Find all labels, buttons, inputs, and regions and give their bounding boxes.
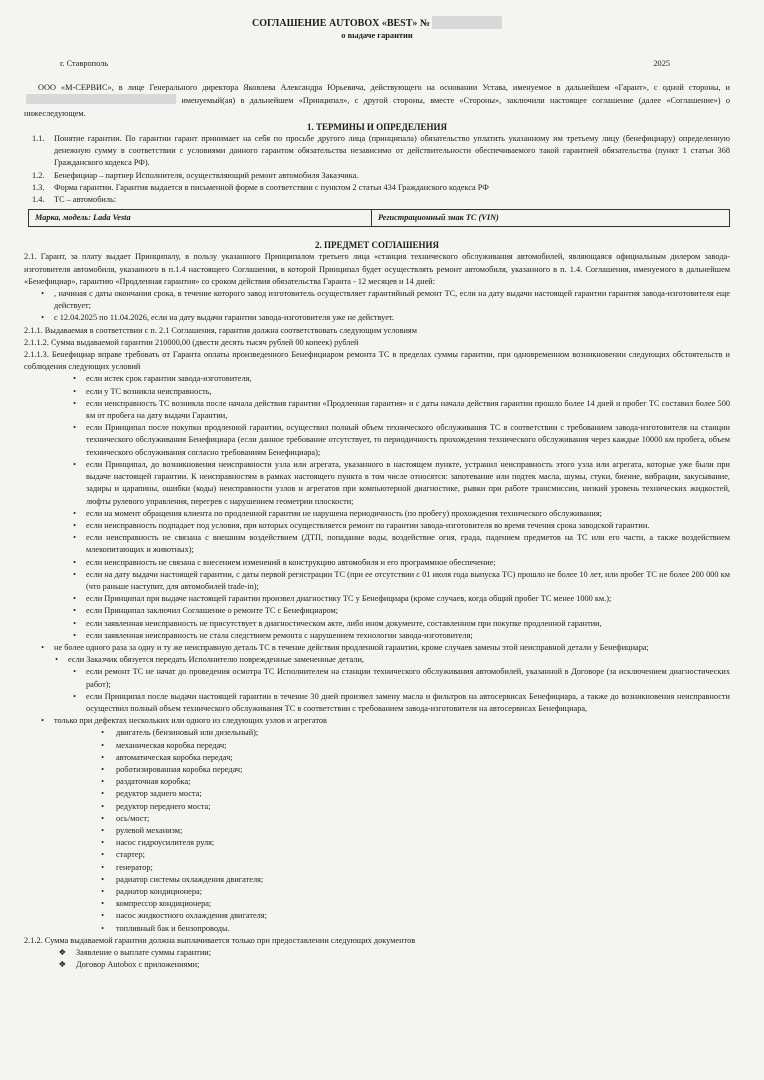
- bullet-dot-icon: •: [41, 313, 44, 323]
- bullet-dot-icon: •: [101, 862, 104, 872]
- vehicle-table: [28, 209, 730, 227]
- list-item: ❖ Договор Autobox с приложениями;: [24, 959, 730, 971]
- bullet-dot-icon: •: [73, 386, 76, 396]
- list-item: • рулевой механизм;: [24, 825, 730, 837]
- bullet-dot-icon: •: [73, 606, 76, 616]
- bullet-item: • если Принципал заключил Соглашение о ремонте ТС с Бенефициаром;: [24, 605, 730, 617]
- redacted-number: [432, 16, 502, 29]
- term-item: 1.3. Форма гарантии. Гарантия выдается в письменной форме в соответствии с пунктом 2 статьи 434 Гражданского кодекса РФ: [32, 182, 489, 192]
- bullet-dot-icon: •: [101, 911, 104, 921]
- bullet-dot-icon: •: [101, 728, 104, 738]
- list-item: • насос гидроусилителя руля;: [24, 837, 730, 849]
- term-item: 1.2. Бенефициар – партнер Исполнителя, осуществляющий ремонт автомобиля Заказчика.: [32, 170, 359, 180]
- section2-title: 2. ПРЕДМЕТ СОГЛАШЕНИЯ: [315, 240, 439, 251]
- bullet-item: • если заявленная неисправность не присутствует в диагностическом акте, либо ином документе, составленном при покупке продленной гарантии,: [24, 618, 730, 630]
- bullet-item: • если Принципал, до возникновения неисправности узла или агрегата, указанного в настоящем пункте, устранил неисправность этого узла или агрегата, которые уже были при выдаче настоящей гарантии. К неисправностям в рамках настоящего пункта в том числе относятся: запотевание или подтек масла, шумы, стуки, биение, вибрации, закусывание, задиры и царапины, ошибки (коды) неисправности узлов и агрегатов при компьютерной диагностике, рывки при работе трансмиссии, низкий уровень технических жидкостей, люфты рулевого управления, перегрев с нарушением геометрии плоскости;: [24, 459, 730, 508]
- vehicle-model-cell: Марка, модель: Lada Vesta: [29, 210, 372, 226]
- bullet-dot-icon: •: [41, 716, 44, 726]
- conditions-list: [24, 373, 730, 641]
- bullet-dot-icon: •: [73, 618, 76, 628]
- city: г. Ставрополь: [60, 59, 109, 68]
- redacted-principal-name: [26, 94, 176, 104]
- bullet-dot-icon: •: [73, 533, 76, 543]
- bullet-dot-icon: •: [73, 520, 76, 530]
- bullet-dot-icon: •: [73, 423, 76, 433]
- clause-2-1-1-3: 2.1.1.3. Бенефициар вправе требовать от Гаранта оплаты произведенного Бенефициаром ремонта ТС в пределах суммы гарантии, при одновременном возникновении следующих обстоятельств и соблюдения следующих условий: [24, 350, 730, 372]
- bullet-dot-icon: •: [101, 789, 104, 799]
- bullet-item: • если неисправность ТС возникла после начала действия гарантии «Продленная гарантия» и с даты начала действия гарантии прошло более 14 дней и пробег ТС составил более 500 км от пробега на дату выдачи Гарантии,: [24, 398, 730, 422]
- list-item: • компрессор кондиционера;: [24, 898, 730, 910]
- bullet-dot-icon: •: [101, 923, 104, 933]
- list-item: • топливный бак и бензопроводы.: [24, 923, 730, 935]
- clause-2-1-1-2: 2.1.1.2. Сумма выдаваемой гарантии 210000,00 (двести десять тысяч рублей 00 копеек) рублей: [24, 337, 359, 347]
- list-item: ❖ Заявление о выплате суммы гарантии;: [24, 947, 730, 959]
- place-date-row: [60, 58, 670, 70]
- list-item: • редуктор заднего моста;: [24, 788, 730, 800]
- year: 2025: [653, 59, 670, 68]
- list-item: • роботизированная коробка передач;: [24, 764, 730, 776]
- units-list: [24, 727, 730, 934]
- bullet-item: • если Принципал при выдаче настоящей гарантии произвел диагностику ТС у Бенефициара (кроме случаев, когда общий пробег ТС менее 1000 км.);: [24, 593, 730, 605]
- bullet-dot-icon: •: [101, 825, 104, 835]
- clause-2-1: 2.1. Гарант, за плату выдает Принципалу, в пользу указанного Принципалом третьего лица «станция технического обслуживания автомобилей, являющаяся официальным дилером завода-изготовителя автомобиля, указанного в п.1.4 настоящего Соглашения, в которой Принципал будет осуществлять ремонт автомобиля, указанного в п. 1.4. Соглашения, именуемого в дальнейшем «Бенефициар», гарантию «Продленная гарантия» со сроком действия обязательства Гаранта - 12 месяцев и 14 дней:: [24, 252, 730, 286]
- term-item: 1.1. Понятие гарантии. По гарантии гарант принимает на себя по просьбе другого лица (принципала) обязательство уплатить указанному им третьему лицу (бенефициару) определенную денежную сумму в соответствии с условиями данного гарантом обязательства независимо от действительности обеспечиваемого такой гарантией обязательства (пункт 1 статьи 368 Гражданского кодекса РФ).: [32, 134, 730, 168]
- bullet-item: • не более одного раза за одну и ту же неисправную деталь ТС в течение действия продленной гарантии, кроме случаев замены этой неисправной детали у Бенефициара;: [24, 642, 730, 654]
- bullet-dot-icon: •: [101, 740, 104, 750]
- bullet-dot-icon: •: [73, 508, 76, 518]
- list-item: • насос жидкостного охлаждения двигателя;: [24, 910, 730, 922]
- bullet-dot-icon: •: [41, 642, 44, 652]
- conditions-list-b: [24, 666, 730, 715]
- term-item: 1.4. ТС – автомобиль:: [32, 195, 117, 205]
- bullet-item: • если у ТС возникла неисправность,: [24, 386, 730, 398]
- bullet-dot-icon: •: [101, 813, 104, 823]
- bullet-item: • если Принципал после выдачи настоящей гарантии в течение 30 дней произвел замену масла и фильтров на автосервисах Бенефициара, а также до возникновения неисправности осуществил полный объем технического обслуживания ТС в соответствии с требованием завода-изготовителя на автосервисах Бенефициара,: [24, 691, 730, 715]
- diamond-bullet-icon: ❖: [58, 948, 66, 958]
- bullet-dot-icon: •: [101, 838, 104, 848]
- vehicle-plate-cell: Регистрационный знак ТС (VIN): [378, 213, 499, 223]
- bullet-item: • с 12.04.2025 по 11.04.2026, если на дату выдачи гарантии завода-изготовителя уже не действует.: [24, 312, 730, 324]
- list-item: • механическая коробка передач;: [24, 740, 730, 752]
- list-item: • раздаточная коробка;: [24, 776, 730, 788]
- document-subtitle: о выдаче гарантии: [341, 31, 413, 40]
- bullet-dot-icon: •: [73, 557, 76, 567]
- list-item: • радиатор кондиционера;: [24, 886, 730, 898]
- bullet-dot-icon: •: [73, 374, 76, 384]
- bullet-dot-icon: •: [101, 887, 104, 896]
- document-title: СОГЛАШЕНИЕ AUTOBOX «BEST» №: [24, 16, 730, 30]
- bullet-item: • если на момент обращения клиента по продленной гарантии не нарушена периодичность (по пробегу) прохождения технического обслуживания;: [24, 508, 730, 520]
- clause-2-1-2: 2.1.2. Сумма выдаваемой гарантии должна выплачивается только при предоставлении следующих документов: [24, 935, 416, 945]
- diamond-bullet-icon: ❖: [58, 960, 66, 970]
- section1-title: 1. ТЕРМИНЫ И ОПРЕДЕЛЕНИЯ: [307, 121, 447, 132]
- bullet-dot-icon: •: [73, 569, 76, 579]
- bullet-item: • , начиная с даты окончания срока, в течение которого завод изготовитель осуществляет гарантийный ремонт ТС, если на дату выдачи настоящей гарантии гарантия завода-изготовителя еще действует;: [24, 288, 730, 312]
- bullet-dot-icon: •: [73, 459, 76, 469]
- bullet-dot-icon: •: [101, 777, 104, 787]
- list-item: • редуктор переднего моста;: [24, 801, 730, 813]
- documents-list: [24, 947, 730, 971]
- bullet-dot-icon: •: [101, 752, 104, 762]
- bullet-item: • только при дефектах нескольких или одного из следующих узлов и агрегатов: [24, 715, 730, 727]
- bullet-item: • если неисправность не связана с внешним воздействием (ДТП, попадание воды, воздействие огня, града, падением предметов на ТС или его части, а также воздействием млекопитающих и животных);: [24, 532, 730, 556]
- bullet-dot-icon: •: [41, 289, 44, 299]
- bullet-dot-icon: •: [73, 630, 76, 640]
- bullet-dot-icon: •: [73, 594, 76, 604]
- bullet-item: • если неисправность подпадает под условия, при которых осуществляется ремонт по гарантии завода-изготовителя во время течения срока заводской гарантии.: [24, 520, 730, 532]
- bullet-dot-icon: •: [101, 764, 104, 774]
- bullet-dot-icon: •: [101, 874, 104, 884]
- bullet-dot-icon: •: [73, 667, 76, 677]
- bullet-dot-icon: •: [101, 801, 104, 811]
- bullet-item: • если заявленная неисправность не стала следствием ремонта с нарушением технологии завода-изготовителя;: [24, 630, 730, 642]
- list-item: • автоматическая коробка передач;: [24, 752, 730, 764]
- bullet-dot-icon: •: [55, 655, 58, 665]
- list-item: • генератор;: [24, 862, 730, 874]
- intro-paragraph: ООО «М-СЕРВИС», в лице Генерального директора Яковлева Александра Юрьевича, действующего на основании Устава, именуемое в дальнейшем «Гарант», с одной стороны, и именуемый(ая) в дальнейшем «Принципал», с другой стороны, вместе «Стороны», заключили настоящее соглашение (далее «Соглашение») о нижеследующем.: [24, 83, 730, 118]
- bullet-dot-icon: •: [101, 899, 104, 909]
- list-item: • ось/мост;: [24, 813, 730, 825]
- bullet-item: • если Принципал после покупки продленной гарантии, осуществил полный объем технического обслуживания ТС в соответствии с требованием завода-изготовителя на станции технического обслуживания Бенефициара (если данное требование отсутствует, то периодичность прохождения технического обслуживания через каждые 10000 км пробега, объем технического обслуживания согласно требованиям Бенефициара);: [24, 422, 730, 459]
- list-item: • двигатель (бензиновый или дизельный);: [24, 727, 730, 739]
- clause-2-1-1: 2.1.1. Выдаваемая в соответствии с п. 2.1 Соглашения, гарантия должна соответствовать следующим условиям: [24, 325, 417, 335]
- bullet-item: • если неисправность не связана с внесением изменений в конструкцию автомобиля и его программное обеспечение;: [24, 557, 730, 569]
- bullet-item: • если Заказчик обязуется передать Исполнителю поврежденные замененные детали,: [24, 654, 730, 666]
- bullet-item: • если ремонт ТС не начат до проведения осмотра ТС Исполнителем на станции технического обслуживания автомобилей, указанной в Договоре (за исключением диагностических работ);: [24, 666, 730, 690]
- bullet-dot-icon: •: [73, 691, 76, 701]
- bullet-dot-icon: •: [73, 398, 76, 408]
- list-item: • стартер;: [24, 849, 730, 861]
- bullet-item: • если на дату выдачи настоящей гарантии, с даты первой регистрации ТС (при ее отсутствии с 01 июля года выпуска ТС) прошло не более 10 лет, или пробег ТС не более 200 000 км (что раньше наступит, для автомобилей trade-in);: [24, 569, 730, 593]
- bullet-item: • если истек срок гарантии завода-изготовителя,: [24, 373, 730, 385]
- bullet-dot-icon: •: [101, 850, 104, 860]
- list-item: • радиатор системы охлаждения двигателя;: [24, 874, 730, 886]
